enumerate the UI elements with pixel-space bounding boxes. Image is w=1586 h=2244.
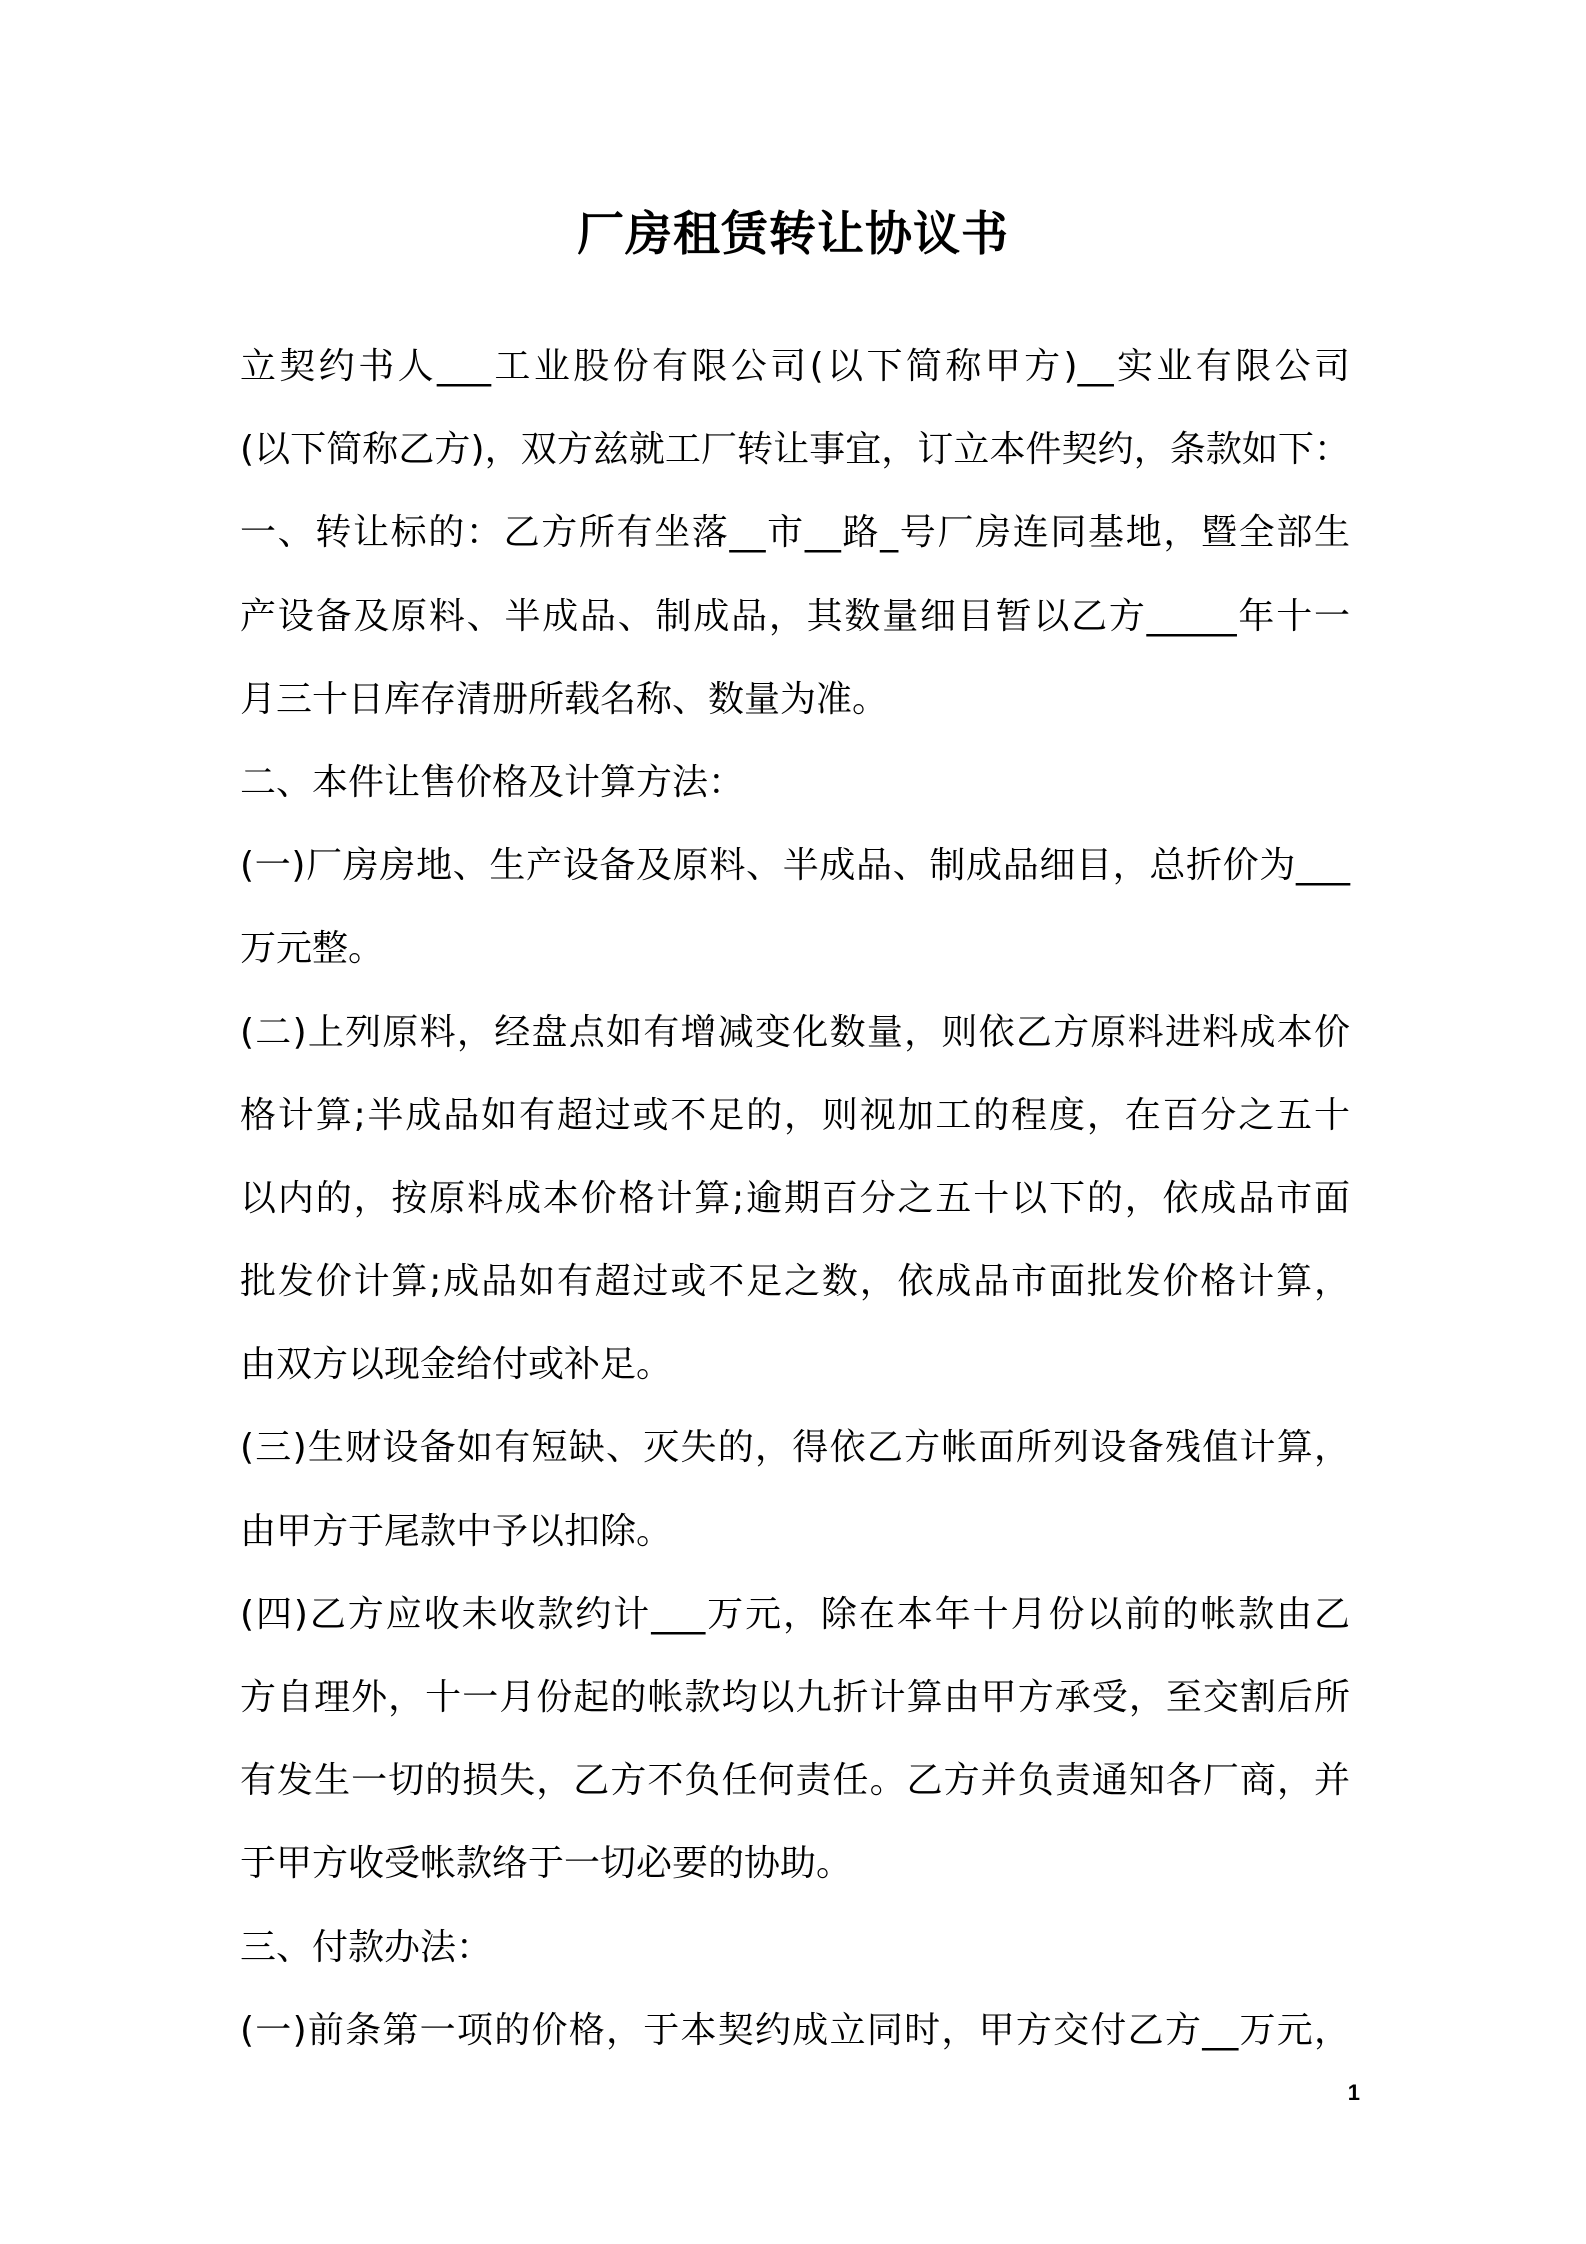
body-line: 万元整。 [240,928,385,970]
body-line: (四)乙方应收未收款约计___万元，除在本年十月份以前的帐款由乙 [240,1593,1350,1635]
body-line: (一)前条第一项的价格，于本契约成立同时，甲方交付乙方__万元， [240,2009,1350,2051]
body-line: 格计算;半成品如有超过或不足的，则视加工的程度，在百分之五十 [240,1094,1350,1136]
body-line: (一)厂房房地、生产设备及原料、半成品、制成品细目，总折价为___ [240,845,1350,887]
body-line: (二)上列原料，经盘点如有增减变化数量，则依乙方原料进料成本价 [240,1011,1350,1053]
body-line: 批发价计算;成品如有超过或不足之数，依成品市面批发价格计算， [240,1261,1350,1303]
body-line: 以内的，按原料成本价格计算;逾期百分之五十以下的，依成品市面 [240,1177,1350,1219]
body-line: 月三十日库存清册所载名称、数量为准。 [240,678,889,720]
document-title: 厂房租赁转让协议书 [577,207,1009,262]
body-line: 方自理外，十一月份起的帐款均以九折计算由甲方承受，至交割后所 [240,1677,1350,1718]
page-number: 1 [1347,2080,1360,2105]
body-line: 于甲方收受帐款络于一切必要的协助。 [240,1843,853,1885]
body-line: 有发生一切的损失，乙方不负任何责任。乙方并负责通知各厂商，并 [240,1760,1350,1802]
body-line: 一、转让标的：乙方所有坐落__市__路_号厂房连同基地，暨全部生 [240,512,1350,554]
body-line: 立契约书人___工业股份有限公司(以下简称甲方)__实业有限公司 [240,346,1350,387]
body-line: (三)生财设备如有短缺、灭失的，得依乙方帐面所列设备残值计算， [240,1427,1350,1469]
body-line: 由双方以现金给付或补足。 [240,1344,673,1386]
body-line: 产设备及原料、半成品、制成品，其数量细目暂以乙方_____年十一 [240,595,1350,637]
body-line: 由甲方于尾款中予以扣除。 [240,1510,673,1552]
body-line: (以下简称乙方)，双方兹就工厂转让事宜，订立本件契约，条款如下： [240,429,1350,471]
document-body [240,325,1350,2072]
body-line: 三、付款办法： [240,1926,493,1968]
body-line: 二、本件让售价格及计算方法： [240,761,745,803]
